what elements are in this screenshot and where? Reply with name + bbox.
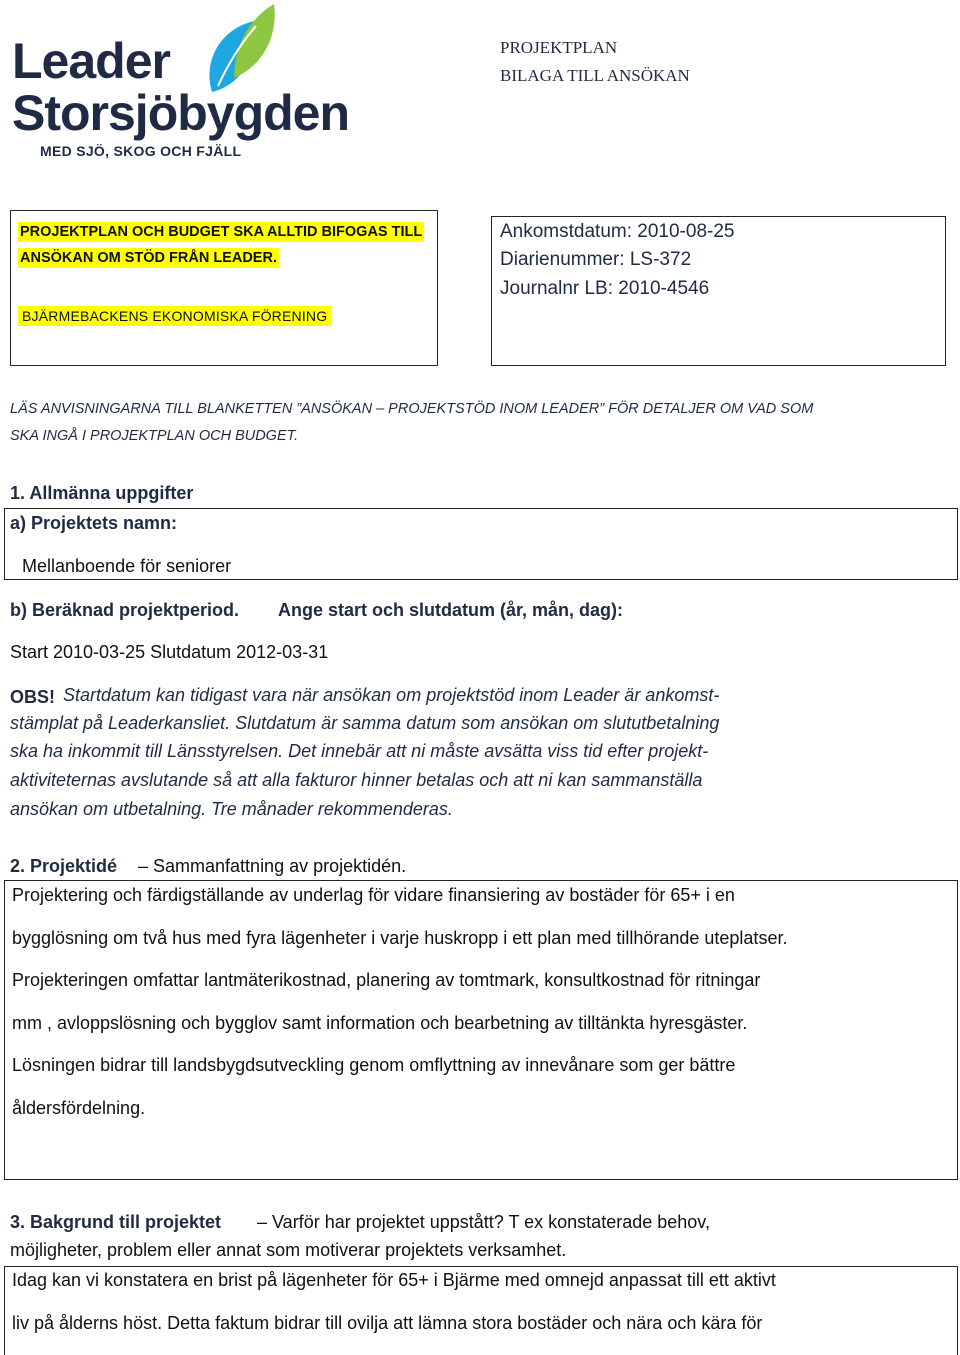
logo-wordmark-leader: Leader — [12, 33, 170, 89]
project-idea-line: Lösningen bidrar till landsbygdsutveckling genom omflyttning av innevånare som ger bättre — [12, 1055, 736, 1075]
logo-wordmark-storsjobygden: Storsjöbygden — [12, 85, 350, 141]
background-line: liv på ålderns höst. Detta faktum bidrar till ovilja att lämna stora bostäder och nära och kära för — [12, 1313, 763, 1333]
project-period-question: b) Beräknad projektperiod. — [10, 600, 240, 620]
obs-text-line: Startdatum kan tidigast vara när ansökan om projektstöd inom Leader är ankomst- — [63, 685, 720, 705]
section3-subheading: – Varför har projektet uppstått? T ex konstaterade behov, — [257, 1212, 710, 1232]
project-idea-line: mm , avloppslösning och bygglov samt information och bearbetning av tilltänkta hyresgäster. — [12, 1013, 748, 1033]
section3-heading: 3. Bakgrund till projektet — [10, 1212, 222, 1232]
project-idea-line: åldersfördelning. — [12, 1098, 146, 1118]
obs-text-line: ansökan om utbetalning. Tre månader rekommenderas. — [10, 799, 453, 819]
project-name-question: a) Projektets namn: — [10, 513, 178, 533]
obs-label: OBS! — [10, 687, 55, 707]
project-period-value: Start 2010-03-25 Slutdatum 2012-03-31 — [10, 642, 329, 662]
document-subtitle: BILAGA TILL ANSÖKAN — [500, 66, 690, 85]
section3-subheading-line2: möjligheter, problem eller annat som motiverar projektets verksamhet. — [10, 1240, 567, 1260]
obs-text-line: ska ha inkommit till Länsstyrelsen. Det innebär att ni måste avsätta viss tid efter projekt- — [10, 741, 709, 761]
diary-number: Diarienummer: LS-372 — [500, 249, 692, 270]
project-idea-line: Projekteringen omfattar lantmäterikostnad, planering av tomtmark, konsultkostnad för ritningar — [12, 970, 761, 990]
project-period-instruction: Ange start och slutdatum (år, mån, dag): — [278, 600, 624, 620]
section2-heading: 2. Projektidé — [10, 856, 118, 876]
background-line: Idag kan vi konstatera en brist på lägenheter för 65+ i Bjärme med omnejd anpassat till ett aktivt — [12, 1270, 776, 1290]
logo-tagline: MED SJÖ, SKOG OCH FJÄLL — [40, 143, 242, 159]
obs-text-line: stämplat på Leaderkansliet. Slutdatum är samma datum som ansökan om slututbetalning — [10, 713, 720, 733]
section2-subheading: – Sammanfattning av projektidén. — [138, 856, 407, 876]
notice-warning-line1: PROJEKTPLAN OCH BUDGET SKA ALLTID BIFOGAS TILL — [20, 224, 423, 240]
applicant-organization: BJÄRMEBACKENS EKONOMISKA FÖRENING — [18, 306, 331, 326]
project-idea-line: Projektering och färdigställande av underlag för vidare finansiering av bostäder för 65+ i en — [12, 885, 735, 905]
obs-text-line: aktiviteternas avslutande så att alla fakturor hinner betalas och att ni kan sammanställa — [10, 770, 703, 790]
instructions-line1: LÄS ANVISNINGARNA TILL BLANKETTEN ”ANSÖKAN – PROJEKTSTÖD INOM LEADER” FÖR DETALJER OM VAD SOM — [10, 401, 814, 417]
section1-heading: 1. Allmänna uppgifter — [10, 483, 194, 503]
project-name-value: Mellanboende för seniorer — [22, 556, 232, 576]
arrival-date: Ankomstdatum: 2010-08-25 — [500, 221, 735, 242]
project-idea-line: bygglösning om två hus med fyra lägenheter i varje huskropp i ett plan med tillhörande uteplatser. — [12, 928, 788, 948]
journal-number: Journalnr LB: 2010-4546 — [500, 278, 710, 299]
instructions-line2: SKA INGÅ I PROJEKTPLAN OCH BUDGET. — [10, 428, 299, 444]
document-title: PROJEKTPLAN — [500, 38, 618, 57]
notice-warning-line2: ANSÖKAN OM STÖD FRÅN LEADER. — [20, 250, 277, 266]
